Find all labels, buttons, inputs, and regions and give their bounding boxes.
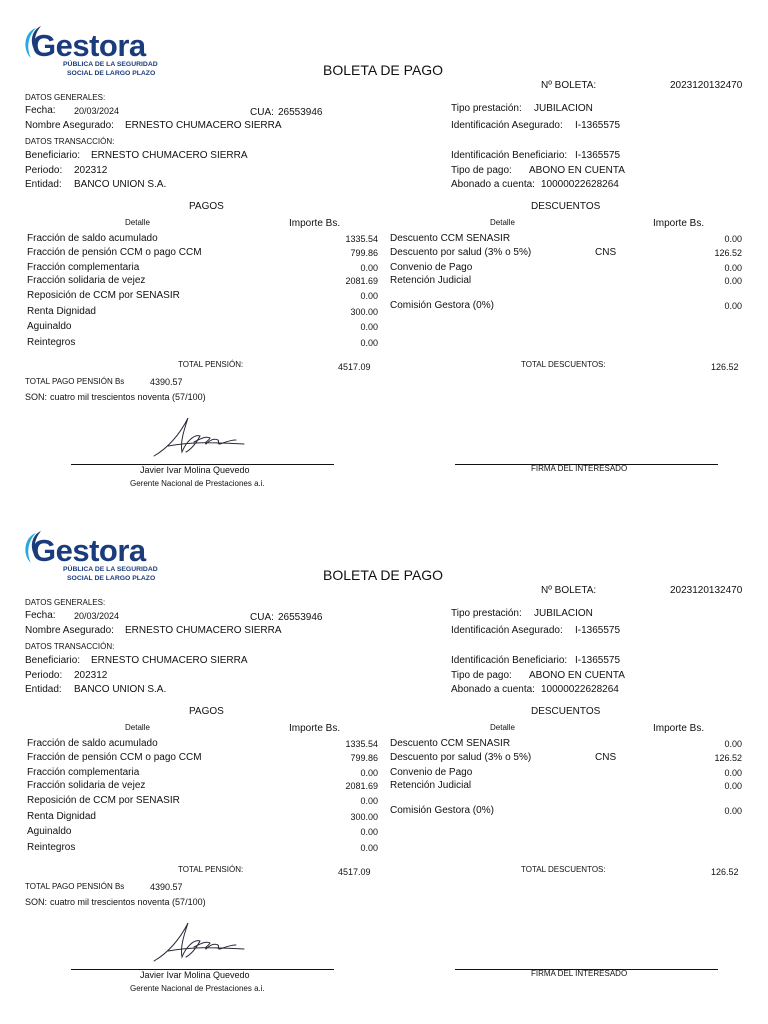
pagos-row-amount: 0.00 xyxy=(360,768,378,778)
entidad-label: Entidad: xyxy=(25,179,62,190)
id-asegurado-label: Identificación Asegurado: xyxy=(451,625,563,636)
pagos-row-amount: 0.00 xyxy=(360,322,378,332)
nombre-value: ERNESTO CHUMACERO SIERRA xyxy=(125,120,282,131)
signatory-position: Gerente Nacional de Prestaciones a.i. xyxy=(130,479,265,488)
pagos-row-amount: 0.00 xyxy=(360,827,378,837)
tipo-pago-label: Tipo de pago: xyxy=(451,165,512,176)
pagos-row-label: Fracción solidaria de vejez xyxy=(27,275,146,286)
payslip-copy-2 xyxy=(0,505,768,1005)
descuentos-row-label: Retención Judicial xyxy=(390,275,472,286)
signatory-name: Javier Ivar Molina Quevedo xyxy=(140,465,250,475)
tipo-pago-label: Tipo de pago: xyxy=(451,670,512,681)
abonado-label: Abonado a cuenta: xyxy=(451,179,535,190)
beneficiario-label: Beneficiario: xyxy=(25,150,81,161)
pagos-total-label: TOTAL PENSIÓN: xyxy=(178,865,244,874)
document-title: BOLETA DE PAGO xyxy=(323,62,444,78)
pagos-heading: PAGOS xyxy=(189,706,224,717)
entidad-label: Entidad: xyxy=(25,684,62,695)
descuentos-row-amount: 0.00 xyxy=(724,234,742,244)
pagos-row-amount: 799.86 xyxy=(350,248,378,258)
total-pago-label: TOTAL PAGO PENSIÓN Bs xyxy=(25,882,125,891)
descuentos-total-value: 126.52 xyxy=(711,867,739,877)
pagos-total-value: 4517.09 xyxy=(338,867,371,877)
descuentos-row-label: Comisión Gestora (0%) xyxy=(390,805,494,816)
svg-text:Gestora: Gestora xyxy=(32,533,146,568)
descuentos-col-detalle: Detalle xyxy=(490,723,515,732)
tipo-pago-value: ABONO EN CUENTA xyxy=(529,670,625,681)
descuentos-heading: DESCUENTOS xyxy=(531,201,601,212)
descuentos-row-amount: 126.52 xyxy=(714,248,742,258)
fecha-value: 20/03/2024 xyxy=(74,106,120,116)
periodo-value: 202312 xyxy=(74,165,108,176)
pagos-row-amount: 799.86 xyxy=(350,753,378,763)
pagos-row-label: Fracción complementaria xyxy=(27,262,140,273)
tipo-pago-value: ABONO EN CUENTA xyxy=(529,165,625,176)
id-asegurado-label: Identificación Asegurado: xyxy=(451,120,563,131)
descuentos-heading: DESCUENTOS xyxy=(531,706,601,717)
id-asegurado-value: I-1365575 xyxy=(575,120,621,131)
nombre-label: Nombre Asegurado: xyxy=(25,625,114,636)
abonado-value: 10000022628264 xyxy=(541,179,619,190)
pagos-row-label: Reposición de CCM por SENASIR xyxy=(27,290,180,301)
abonado-label: Abonado a cuenta: xyxy=(451,684,535,695)
signature-icon xyxy=(150,917,260,969)
pagos-total-label: TOTAL PENSIÓN: xyxy=(178,360,244,369)
pagos-row-amount: 1335.54 xyxy=(345,234,378,244)
descuentos-row-label: Descuento CCM SENASIR xyxy=(390,233,511,244)
interesado-label: FIRMA DEL INTERESADO xyxy=(531,969,628,978)
descuentos-row-amount: 126.52 xyxy=(714,753,742,763)
descuentos-row-amount: 0.00 xyxy=(724,263,742,273)
descuentos-total-label: TOTAL DESCUENTOS: xyxy=(521,360,606,369)
pagos-heading: PAGOS xyxy=(189,201,224,212)
descuentos-row-label: Convenio de Pago xyxy=(390,262,473,273)
tipo-prestacion-label: Tipo prestación: xyxy=(451,608,522,619)
pagos-row-label: Renta Dignidad xyxy=(27,811,96,822)
pagos-row-label: Renta Dignidad xyxy=(27,306,96,317)
pagos-row-amount: 1335.54 xyxy=(345,739,378,749)
transaction-section-label: DATOS TRANSACCIÓN: xyxy=(25,642,115,651)
svg-text:PÚBLICA DE LA SEGURIDAD: PÚBLICA DE LA SEGURIDAD xyxy=(63,61,158,68)
boleta-number-value: 2023120132470 xyxy=(670,80,743,91)
svg-text:Gestora: Gestora xyxy=(32,28,146,63)
total-pago-label: TOTAL PAGO PENSIÓN Bs xyxy=(25,377,125,386)
descuentos-col-importe: Importe Bs. xyxy=(653,723,705,734)
pagos-row-label: Fracción de saldo acumulado xyxy=(27,738,158,749)
general-section-label: DATOS GENERALES: xyxy=(25,598,106,607)
descuentos-row-label: Retención Judicial xyxy=(390,780,472,791)
descuentos-row-extra: CNS xyxy=(595,247,617,258)
pagos-row-amount: 0.00 xyxy=(360,796,378,806)
signature-icon xyxy=(150,412,260,464)
pagos-row-amount: 0.00 xyxy=(360,843,378,853)
descuentos-col-detalle: Detalle xyxy=(490,218,515,227)
pagos-row-label: Fracción solidaria de vejez xyxy=(27,780,146,791)
tipo-prestacion-label: Tipo prestación: xyxy=(451,103,522,114)
periodo-label: Periodo: xyxy=(25,165,63,176)
pagos-row-label: Fracción complementaria xyxy=(27,767,140,778)
pagos-col-detalle: Detalle xyxy=(125,723,150,732)
pagos-col-detalle: Detalle xyxy=(125,218,150,227)
pagos-row-amount: 2081.69 xyxy=(345,781,378,791)
descuentos-total-value: 126.52 xyxy=(711,362,739,372)
id-beneficiario-label: Identificación Beneficiario: xyxy=(451,150,568,161)
nombre-value: ERNESTO CHUMACERO SIERRA xyxy=(125,625,282,636)
pagos-row-label: Aguinaldo xyxy=(27,826,72,837)
svg-text:PÚBLICA DE LA SEGURIDAD: PÚBLICA DE LA SEGURIDAD xyxy=(63,566,158,573)
abonado-value: 10000022628264 xyxy=(541,684,619,695)
descuentos-row-amount: 0.00 xyxy=(724,806,742,816)
cua-label: CUA: xyxy=(250,107,274,118)
signatory-position: Gerente Nacional de Prestaciones a.i. xyxy=(130,984,265,993)
general-section-label: DATOS GENERALES: xyxy=(25,93,106,102)
pagos-row-amount: 0.00 xyxy=(360,291,378,301)
pagos-row-label: Fracción de pensión CCM o pago CCM xyxy=(27,752,202,763)
fecha-label: Fecha: xyxy=(25,610,56,621)
cua-value: 26553946 xyxy=(278,612,323,623)
descuentos-row-amount: 0.00 xyxy=(724,739,742,749)
descuentos-row-label: Descuento por salud (3% o 5%) xyxy=(390,752,532,763)
signatory-name: Javier Ivar Molina Quevedo xyxy=(140,970,250,980)
son-value: cuatro mil trescientos noventa (57/100) xyxy=(50,897,206,907)
descuentos-col-importe: Importe Bs. xyxy=(653,218,705,229)
periodo-label: Periodo: xyxy=(25,670,63,681)
pagos-row-amount: 0.00 xyxy=(360,263,378,273)
descuentos-row-amount: 0.00 xyxy=(724,276,742,286)
gestora-logo-icon xyxy=(22,525,172,587)
pagos-row-label: Reposición de CCM por SENASIR xyxy=(27,795,180,806)
svg-text:SOCIAL DE LARGO PLAZO: SOCIAL DE LARGO PLAZO xyxy=(67,575,156,582)
descuentos-row-label: Convenio de Pago xyxy=(390,767,473,778)
descuentos-row-amount: 0.00 xyxy=(724,768,742,778)
pagos-col-importe: Importe Bs. xyxy=(289,723,341,734)
pagos-row-label: Fracción de pensión CCM o pago CCM xyxy=(27,247,202,258)
payslip-copy-1 xyxy=(0,0,768,500)
svg-text:SOCIAL DE LARGO PLAZO: SOCIAL DE LARGO PLAZO xyxy=(67,70,156,77)
son-value: cuatro mil trescientos noventa (57/100) xyxy=(50,392,206,402)
pagos-col-importe: Importe Bs. xyxy=(289,218,341,229)
boleta-number-label: Nº BOLETA: xyxy=(541,585,597,596)
pagos-row-label: Reintegros xyxy=(27,337,76,348)
interesado-label: FIRMA DEL INTERESADO xyxy=(531,464,628,473)
son-label: SON: xyxy=(25,392,48,402)
pagos-row-label: Aguinaldo xyxy=(27,321,72,332)
descuentos-row-label: Comisión Gestora (0%) xyxy=(390,300,494,311)
descuentos-total-label: TOTAL DESCUENTOS: xyxy=(521,865,606,874)
total-pago-value: 4390.57 xyxy=(150,377,183,387)
beneficiario-value: ERNESTO CHUMACERO SIERRA xyxy=(91,150,248,161)
nombre-label: Nombre Asegurado: xyxy=(25,120,114,131)
pagos-row-label: Reintegros xyxy=(27,842,76,853)
entidad-value: BANCO UNION S.A. xyxy=(74,684,167,695)
tipo-prestacion-value: JUBILACION xyxy=(534,103,593,114)
descuentos-row-amount: 0.00 xyxy=(724,781,742,791)
son-label: SON: xyxy=(25,897,48,907)
pagos-total-value: 4517.09 xyxy=(338,362,371,372)
pagos-row-amount: 2081.69 xyxy=(345,276,378,286)
cua-label: CUA: xyxy=(250,612,274,623)
boleta-number-value: 2023120132470 xyxy=(670,585,743,596)
gestora-logo-icon xyxy=(22,20,172,82)
entidad-value: BANCO UNION S.A. xyxy=(74,179,167,190)
transaction-section-label: DATOS TRANSACCIÓN: xyxy=(25,137,115,146)
descuentos-row-amount: 0.00 xyxy=(724,301,742,311)
pagos-row-amount: 0.00 xyxy=(360,338,378,348)
id-beneficiario-value: I-1365575 xyxy=(575,150,621,161)
beneficiario-value: ERNESTO CHUMACERO SIERRA xyxy=(91,655,248,666)
beneficiario-label: Beneficiario: xyxy=(25,655,81,666)
pagos-row-amount: 300.00 xyxy=(350,307,378,317)
total-pago-value: 4390.57 xyxy=(150,882,183,892)
pagos-row-label: Fracción de saldo acumulado xyxy=(27,233,158,244)
periodo-value: 202312 xyxy=(74,670,108,681)
id-asegurado-value: I-1365575 xyxy=(575,625,621,636)
descuentos-row-label: Descuento por salud (3% o 5%) xyxy=(390,247,532,258)
cua-value: 26553946 xyxy=(278,107,323,118)
id-beneficiario-label: Identificación Beneficiario: xyxy=(451,655,568,666)
id-beneficiario-value: I-1365575 xyxy=(575,655,621,666)
descuentos-row-extra: CNS xyxy=(595,752,617,763)
fecha-value: 20/03/2024 xyxy=(74,611,120,621)
fecha-label: Fecha: xyxy=(25,105,56,116)
document-title: BOLETA DE PAGO xyxy=(323,567,444,583)
tipo-prestacion-value: JUBILACION xyxy=(534,608,593,619)
descuentos-row-label: Descuento CCM SENASIR xyxy=(390,738,511,749)
pagos-row-amount: 300.00 xyxy=(350,812,378,822)
boleta-number-label: Nº BOLETA: xyxy=(541,80,597,91)
